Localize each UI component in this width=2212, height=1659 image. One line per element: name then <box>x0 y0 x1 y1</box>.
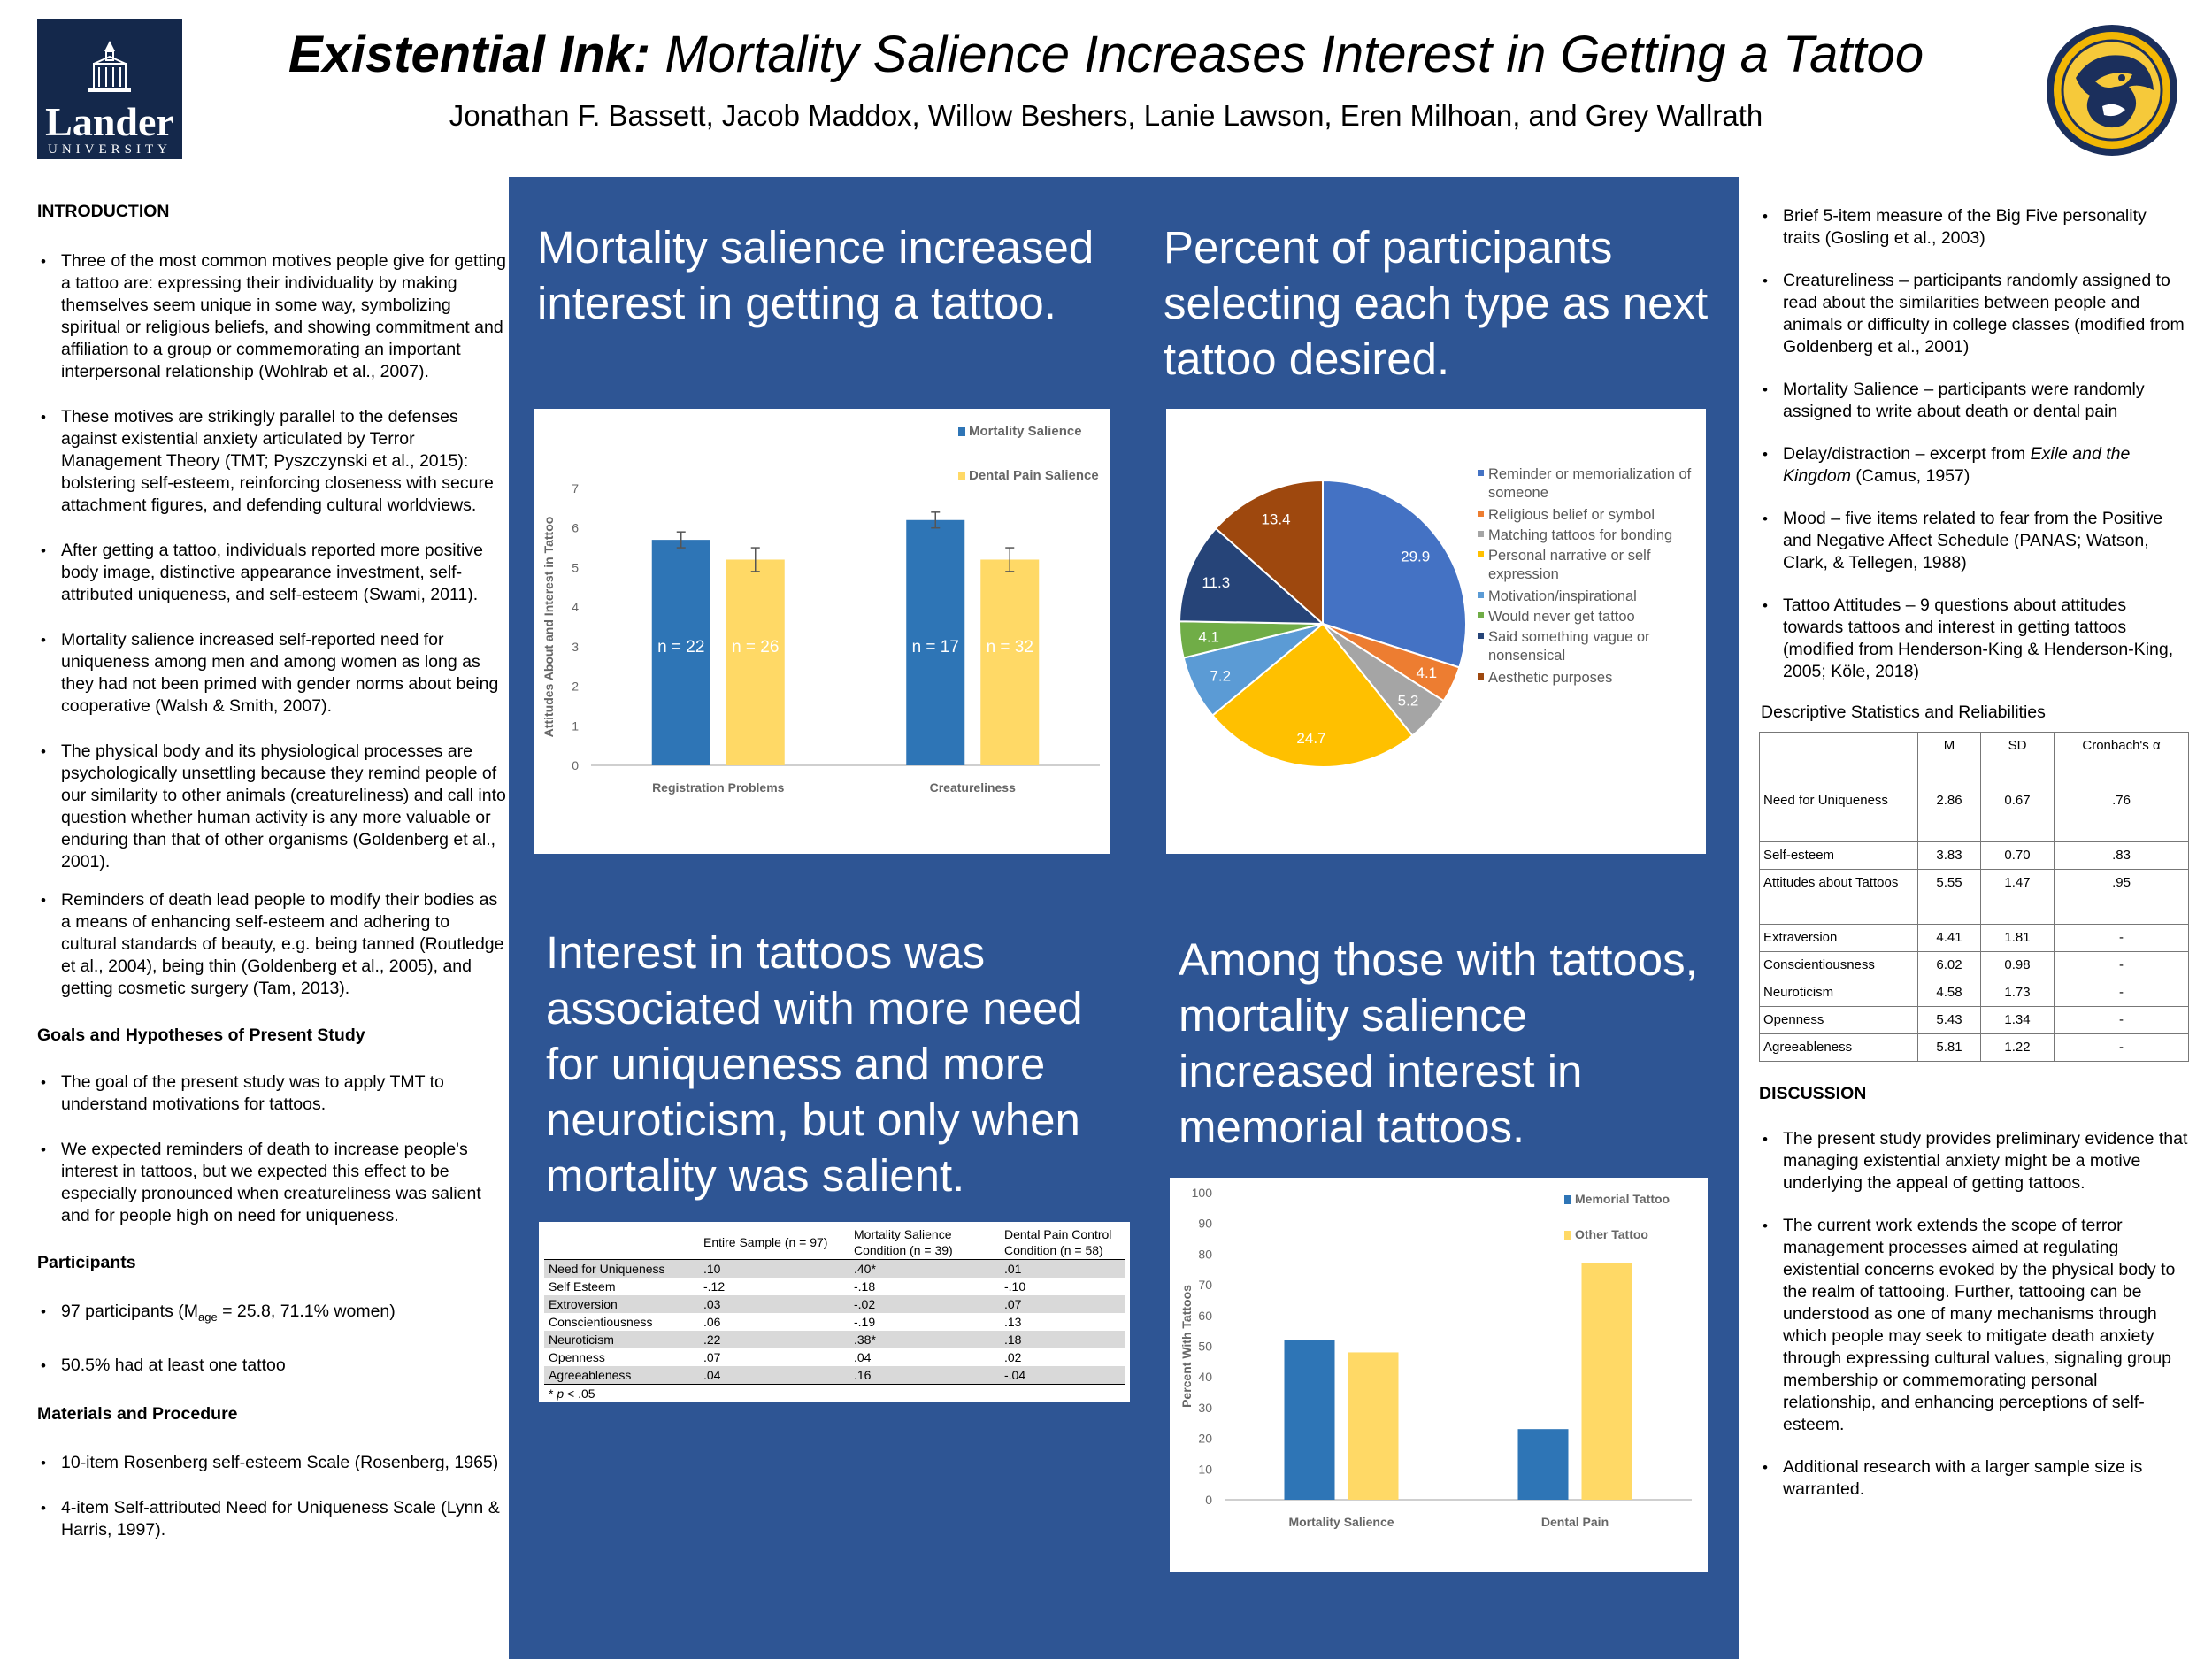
title-bold: Existential Ink: <box>288 26 651 83</box>
corr-cell: -.02 <box>849 1295 1000 1313</box>
methods-bullet: • Mortality Salience – participants were randomly assigned to write about death or dental pain <box>1759 379 2188 423</box>
chart-3-svg <box>1170 1178 1708 1572</box>
materials-bullet: • 10-item Rosenberg self-esteem Scale (Rosenberg, 1965) <box>37 1452 506 1474</box>
legend-swatch <box>1478 531 1484 537</box>
stats-cell: 1.81 <box>1981 925 2055 952</box>
legend-swatch <box>958 472 965 480</box>
table-row <box>544 1313 1125 1331</box>
y-tick-label: 40 <box>1198 1370 1212 1385</box>
legend-swatch <box>1478 612 1484 618</box>
materials-list <box>37 1452 506 1541</box>
stats-header-cell: Cronbach's α <box>2055 733 2189 787</box>
intro-bullet: • These motives are strikingly parallel to the defenses against existential anxiety articulated by Terror Management Theory (TMT; Pyszczynski et al., 2015): bolstering self-esteem, reinforcing closeness with secure attachment figures, and defending cultural worldviews. <box>37 406 506 517</box>
stats-cell: .83 <box>2055 842 2189 870</box>
legend-swatch <box>1564 1231 1571 1240</box>
bar <box>726 559 785 765</box>
stats-cell: Openness <box>1760 1007 1918 1034</box>
materials-bullet: • 4-item Self-attributed Need for Uniqueness Scale (Lynn & Harris, 1997). <box>37 1497 506 1541</box>
title-rest: Mortality Salience Increases Interest in Getting a Tattoo <box>650 26 1924 83</box>
participants-heading: Participants <box>37 1253 136 1272</box>
legend-label: Reminder or memorialization of someone <box>1488 466 1692 501</box>
legend-label: Dental Pain Salience <box>969 468 1099 483</box>
y-tick-label: 3 <box>572 639 579 654</box>
stats-cell: 5.55 <box>1918 870 1981 925</box>
stats-cell: 0.67 <box>1981 787 2055 842</box>
methods-bullet: • Tattoo Attitudes – 9 questions about attitudes towards tattoos and interest in getting tattoos (modified from Henderson-King & Henderson-King, 2005; Köle, 2018) <box>1759 595 2188 683</box>
pie-value-label: 13.4 <box>1261 511 1291 528</box>
poster-title <box>212 25 2000 84</box>
legend-swatch <box>1478 673 1484 680</box>
stats-cell: Need for Uniqueness <box>1760 787 1918 842</box>
pie-value-label: 29.9 <box>1401 548 1431 565</box>
legend-label: Said something vague or nonsensical <box>1488 629 1650 664</box>
logo-name: Lander <box>45 99 174 144</box>
table-row <box>1760 925 2189 952</box>
x-tick-label: Creatureliness <box>929 780 1016 795</box>
goals-bullet: • We expected reminders of death to increase people's interest in tattoos, but we expected this effect to be especially pronounced when creatureliness was salient and for people high on need for uniqueness. <box>37 1139 506 1227</box>
legend-label: Matching tattoos for bonding <box>1488 527 1673 543</box>
legend-label: Would never get tattoo <box>1488 609 1635 625</box>
stats-cell: 4.58 <box>1918 979 1981 1007</box>
note-star: * <box>549 1386 557 1401</box>
y-tick-label: 0 <box>1205 1493 1212 1507</box>
stats-cell: 1.47 <box>1981 870 2055 925</box>
table-row <box>1760 1007 2189 1034</box>
corr-cell: .22 <box>699 1331 849 1348</box>
y-tick-label: 0 <box>572 758 579 772</box>
note-threshold: < .05 <box>564 1386 595 1401</box>
table-row <box>1760 979 2189 1007</box>
stats-cell: Attitudes about Tattoos <box>1760 870 1918 925</box>
stats-cell: .95 <box>2055 870 2189 925</box>
corr-cell: Neuroticism <box>544 1331 699 1348</box>
table-note <box>544 1386 1125 1401</box>
methods-bullet: • Mood – five items related to fear from the Positive and Negative Affect Schedule (PANAS; Watson, Clark, & Tellegen, 1988) <box>1759 508 2188 574</box>
stats-cell: 1.22 <box>1981 1034 2055 1062</box>
materials-heading: Materials and Procedure <box>37 1403 238 1424</box>
stats-cell: .76 <box>2055 787 2189 842</box>
table-row <box>544 1278 1125 1295</box>
bar-chart-attitudes <box>534 409 1110 854</box>
corr-cell: Conscientiousness <box>549 1315 653 1329</box>
stats-cell: 3.83 <box>1918 842 1981 870</box>
intro-bullet: • Reminders of death lead people to modify their bodies as a means of enhancing self-esteem and adhering to cultural standards of beauty, e.g. being tanned (Routledge et al., 2004), being thin (Goldenberg et al., 2005), and getting cosmetic surgery (Tam, 2013). <box>37 889 506 1000</box>
corr-cell: -.12 <box>703 1279 726 1294</box>
x-tick-label: Registration Problems <box>652 780 785 795</box>
discussion-bullet: • Additional research with a larger sample size is warranted. <box>1759 1456 2188 1501</box>
stats-cell: 4.41 <box>1918 925 1981 952</box>
legend-label: Mortality Salience <box>969 424 1082 439</box>
note-p: p <box>557 1386 565 1401</box>
corr-header-cell: Entire Sample (n = 97) <box>703 1235 828 1249</box>
table-row <box>544 1366 1125 1385</box>
intro-bullet: • Mortality salience increased self-reported need for uniqueness among men and among women as long as they had not been primed with gender norms about being cooperative (Walsh & Smith, 2007). <box>37 629 506 718</box>
corr-cell: .16 <box>849 1366 1000 1385</box>
stats-cell: - <box>2055 925 2189 952</box>
correlation-table-panel <box>539 1222 1130 1402</box>
stats-cell: Self-esteem <box>1760 842 1918 870</box>
y-tick-label: 4 <box>572 600 579 615</box>
y-tick-label: 30 <box>1198 1400 1212 1415</box>
stats-cell: 6.02 <box>1918 952 1981 979</box>
legend-swatch <box>1478 592 1484 598</box>
discussion-list <box>1759 1128 2188 1501</box>
bar <box>980 559 1039 765</box>
x-tick-label: Dental Pain <box>1540 1515 1609 1529</box>
pie-value-label: 11.3 <box>1202 573 1231 591</box>
introduction-list <box>37 250 506 1000</box>
legend-swatch <box>1478 551 1484 557</box>
corr-header-cell: Mortality Salience Condition (n = 39) <box>854 1227 953 1257</box>
goals-heading: Goals and Hypotheses of Present Study <box>37 1025 365 1045</box>
corr-cell: .40* <box>849 1260 1000 1279</box>
y-tick-label: 90 <box>1198 1216 1212 1231</box>
table-row <box>544 1348 1125 1366</box>
stats-cell: 2.86 <box>1918 787 1981 842</box>
stats-cell: 0.70 <box>1981 842 2055 870</box>
methods-bullet: • Creatureliness – participants randomly assigned to read about the similarities between people and animals or difficulty in college classes (modified from Goldenberg et al., 2001) <box>1759 270 2188 358</box>
participants-bullet: • 50.5% had at least one tattoo <box>37 1355 506 1377</box>
chart-2-svg <box>1166 409 1706 854</box>
y-tick-label: 100 <box>1191 1186 1212 1200</box>
delay-citation: (Camus, 1957) <box>1850 466 1970 486</box>
stats-cell: Conscientiousness <box>1760 952 1918 979</box>
corr-cell: Openness <box>549 1350 605 1364</box>
y-tick-label: 2 <box>572 679 579 694</box>
corr-cell: Agreeableness <box>544 1366 699 1385</box>
stats-cell: 5.81 <box>1918 1034 1981 1062</box>
corr-cell: .06 <box>703 1315 721 1329</box>
bar <box>1582 1263 1632 1500</box>
intro-bullet: • The physical body and its physiological processes are psychologically unsettling because they remind people of our similarity to other animals (creatureliness) and call into question whether human activity is any more valuable or enduring than that of other organisms (Goldenberg et al., 2001). <box>37 741 506 873</box>
x-tick-label: Mortality Salience <box>1288 1515 1394 1529</box>
corr-cell: .01 <box>1000 1260 1125 1279</box>
y-tick-label: 6 <box>572 520 579 535</box>
y-tick-label: 1 <box>572 718 579 733</box>
corr-header-cell: Dental Pain Control Condition (n = 58) <box>1004 1227 1112 1257</box>
stats-cell: Extraversion <box>1760 925 1918 952</box>
stats-header-cell: SD <box>1981 733 2055 787</box>
y-axis-label: Attitudes About and Interest in Tattoo <box>541 516 556 738</box>
methods-bullet: • Brief 5-item measure of the Big Five personality traits (Gosling et al., 2003) <box>1759 205 2188 250</box>
stats-cell: - <box>2055 952 2189 979</box>
goals-bullet: • The goal of the present study was to apply TMT to understand motivations for tattoos. <box>37 1071 506 1116</box>
pie-value-label: 4.1 <box>1416 664 1438 682</box>
headline-3: Interest in tattoos was associated with more need for uniqueness and more neuroticism, but only when mortality was salient. <box>546 927 1083 1201</box>
table-row <box>1760 842 2189 870</box>
y-tick-label: 10 <box>1198 1462 1212 1477</box>
discussion-bullet: • The present study provides preliminary evidence that managing existential anxiety might be a motive underlying the appeal of getting tattoos. <box>1759 1128 2188 1194</box>
stats-caption: Descriptive Statistics and Reliabilities <box>1761 703 2046 722</box>
stats-cell: 1.73 <box>1981 979 2055 1007</box>
legend-swatch <box>1478 511 1484 517</box>
pie-value-label: 4.1 <box>1198 628 1220 646</box>
y-tick-label: 80 <box>1198 1247 1212 1262</box>
intro-bullet: • Three of the most common motives people give for getting a tattoo are: expressing their individuality by making themselves seem unique in some way, symbolizing spiritual or religious beliefs, and showing commitment and affiliation to a group or commemorating an important interpersonal relationship (Wohlrab et al., 2007). <box>37 250 506 383</box>
participants-count: 97 participants (M <box>61 1302 198 1321</box>
legend-label: Motivation/inspirational <box>1488 588 1637 604</box>
legend-label: Other Tattoo <box>1575 1227 1648 1241</box>
chart-1-svg <box>534 409 1110 854</box>
bar-n-label: n = 17 <box>911 637 959 657</box>
table-row <box>544 1295 1125 1313</box>
delay-text: Delay/distraction – excerpt from <box>1783 444 2031 464</box>
legend-swatch <box>1478 633 1484 639</box>
headline-1: Mortality salience increased interest in getting a tattoo. <box>537 222 1094 328</box>
lander-logo <box>37 19 182 159</box>
pie-chart-tattoo-types <box>1166 409 1706 854</box>
corr-cell: .07 <box>703 1350 721 1364</box>
y-tick-label: 20 <box>1198 1431 1212 1446</box>
methods-list <box>1759 205 2188 683</box>
legend-swatch <box>1564 1195 1571 1204</box>
corr-cell: .13 <box>1004 1315 1022 1329</box>
participants-bullet <box>37 1301 506 1328</box>
table-row <box>544 1260 1125 1279</box>
corr-cell: -.18 <box>854 1279 876 1294</box>
stats-header-cell: M <box>1918 733 1981 787</box>
corr-header-row <box>544 1225 1125 1260</box>
correlation-table <box>544 1225 1125 1385</box>
corr-cell: .10 <box>699 1260 849 1279</box>
pie-value-label: 5.2 <box>1397 692 1419 710</box>
delay-book-title: Exile and the Kingdom <box>1783 444 2131 486</box>
stats-cell: - <box>2055 979 2189 1007</box>
corr-cell: .04 <box>854 1350 872 1364</box>
pie-value-label: 24.7 <box>1296 729 1326 747</box>
methods-bullet <box>1759 443 2188 488</box>
right-column <box>1759 205 2188 1501</box>
corr-cell: -.10 <box>1004 1279 1026 1294</box>
stats-cell: 1.34 <box>1981 1007 2055 1034</box>
legend-swatch <box>1478 470 1484 476</box>
building-icon <box>85 39 134 94</box>
corr-cell: -.04 <box>1000 1366 1125 1385</box>
bar-n-label: n = 26 <box>732 637 780 657</box>
intro-bullet: • After getting a tattoo, individuals reported more positive body image, distinctive appearance investment, self-attributed uniqueness, and self-esteem (Swami, 2011). <box>37 540 506 606</box>
legend-label: Religious belief or symbol <box>1488 507 1655 523</box>
logo-subtitle: UNIVERSITY <box>48 142 172 157</box>
stats-cell: 0.98 <box>1981 952 2055 979</box>
bar <box>1285 1340 1335 1500</box>
left-column <box>37 201 506 1541</box>
corr-cell: -.19 <box>854 1315 876 1329</box>
corr-header-cell <box>544 1225 699 1260</box>
discussion-heading: DISCUSSION <box>1759 1084 1867 1103</box>
table-row <box>1760 1034 2189 1062</box>
introduction-heading: INTRODUCTION <box>37 202 170 221</box>
pie-value-label: 7.2 <box>1210 667 1232 685</box>
y-tick-label: 50 <box>1198 1339 1212 1354</box>
participants-list <box>37 1301 506 1377</box>
discussion-bullet: • The current work extends the scope of terror management processes aimed at regulating existential concerns evoked by the physical body to the realm of tattooing. Further, tattooing can be understood as one of many mechanisms through which people may seek to mitigate death anxiety through expressing cultural values, signaling group membership or commemorating personal relationship, and enhancing perceptions of self-esteem. <box>1759 1215 2188 1436</box>
participants-age: = 25.8, 71.1% women) <box>217 1302 396 1321</box>
corr-cell: .18 <box>1000 1331 1125 1348</box>
stats-header-row <box>1760 733 2189 787</box>
stats-cell: Agreeableness <box>1760 1034 1918 1062</box>
bearcat-mascot-logo <box>2040 25 2184 156</box>
authors: Jonathan F. Bassett, Jacob Maddox, Willow Beshers, Lanie Lawson, Eren Milhoan, and Grey Wallrath <box>449 99 1763 132</box>
y-axis-label: Percent With Tattoos <box>1179 1285 1194 1408</box>
corr-cell: .07 <box>1000 1295 1125 1313</box>
stats-cell: - <box>2055 1034 2189 1062</box>
bar <box>1518 1429 1569 1500</box>
y-tick-label: 60 <box>1198 1308 1212 1323</box>
table-row <box>1760 787 2189 842</box>
bar-n-label: n = 22 <box>657 637 705 657</box>
corr-cell: .02 <box>1004 1350 1022 1364</box>
corr-cell: Extroversion <box>544 1295 699 1313</box>
goals-list <box>37 1071 506 1227</box>
descriptive-stats-table <box>1759 732 2189 1062</box>
corr-cell: Self Esteem <box>549 1279 616 1294</box>
stats-cell: - <box>2055 1007 2189 1034</box>
legend-label: Personal narrative or self expression <box>1488 548 1651 582</box>
table-row <box>544 1331 1125 1348</box>
bar-chart-memorial <box>1170 1178 1708 1572</box>
y-tick-label: 7 <box>572 481 579 495</box>
corr-cell: .04 <box>699 1366 849 1385</box>
bar <box>1348 1352 1399 1500</box>
table-row <box>1760 870 2189 925</box>
legend-label: Memorial Tattoo <box>1575 1192 1671 1206</box>
y-tick-label: 5 <box>572 560 579 575</box>
stats-cell: Neuroticism <box>1760 979 1918 1007</box>
stats-header-cell <box>1760 733 1918 787</box>
corr-cell: Need for Uniqueness <box>544 1260 699 1279</box>
bar-n-label: n = 32 <box>986 637 1033 657</box>
table-row <box>1760 952 2189 979</box>
corr-cell: .38* <box>849 1331 1000 1348</box>
headline-2: Percent of participants selecting each type as next tattoo desired. <box>1164 222 1709 384</box>
headline-4: Among those with tattoos, mortality salience increased interest in memorial tattoos. <box>1179 934 1698 1152</box>
legend-label: Aesthetic purposes <box>1488 670 1613 686</box>
age-subscript: age <box>197 1310 218 1324</box>
corr-cell: .03 <box>699 1295 849 1313</box>
legend-swatch <box>958 427 965 436</box>
y-tick-label: 70 <box>1198 1278 1212 1293</box>
stats-cell: 5.43 <box>1918 1007 1981 1034</box>
